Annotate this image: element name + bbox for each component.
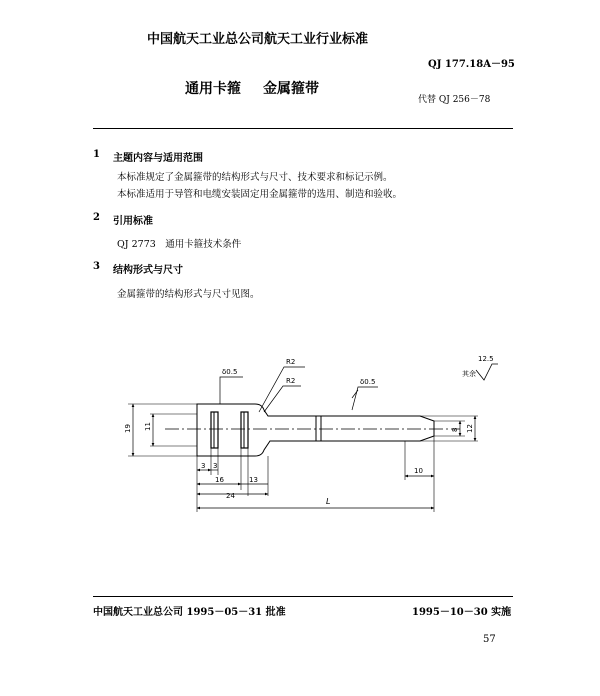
label-dim-3b: 3 xyxy=(213,462,218,470)
section-3-number: 3 xyxy=(93,261,100,272)
approval-date: 中国航天工业总公司 1995－05－31 批准 xyxy=(93,607,286,618)
roughness-symbol xyxy=(476,364,498,380)
leader-thickness-right xyxy=(352,387,378,410)
label-roughness-note: 其余 xyxy=(462,370,476,378)
section-2-title: 引用标准 xyxy=(113,216,153,227)
section-1-paragraph: 本标准适用于导管和电缆安装固定用金属箍带的选用、制造和验收。 xyxy=(117,189,403,200)
label-thickness-right: δ0.5 xyxy=(360,378,376,386)
section-3-paragraph: 金属箍带的结构形式与尺寸见图。 xyxy=(117,289,260,300)
label-dim-11: 11 xyxy=(144,422,152,431)
label-r2-mid: R2 xyxy=(286,377,296,385)
label-roughness-value: 12.5 xyxy=(478,355,494,363)
standard-code: QJ 177.18A－95 xyxy=(428,59,515,70)
label-dim-8: 8 xyxy=(451,427,459,432)
label-thickness-left: δ0.5 xyxy=(222,368,238,376)
section-2-reference: QJ 2773 通用卡箍技术条件 xyxy=(117,239,242,250)
replaces-standard: 代替 QJ 256－78 xyxy=(418,95,491,105)
section-2-number: 2 xyxy=(93,212,100,223)
label-dim-19: 19 xyxy=(124,424,132,433)
label-dim-3a: 3 xyxy=(201,462,206,470)
leader-r2-top xyxy=(259,367,305,412)
title-part-1: 通用卡箍 xyxy=(185,81,241,97)
section-3-title: 结构形式与尺寸 xyxy=(113,265,183,276)
label-dim-10: 10 xyxy=(414,467,423,475)
label-dim-12: 12 xyxy=(466,424,474,433)
label-dim-L: L xyxy=(326,497,331,506)
page-number: 57 xyxy=(483,634,496,645)
footer-rule xyxy=(93,596,513,597)
label-dim-24: 24 xyxy=(226,492,235,500)
leader-thickness-left xyxy=(220,377,243,404)
label-dim-16: 16 xyxy=(215,476,224,484)
implementation-date: 1995－10－30 实施 xyxy=(412,607,512,618)
section-1-paragraph: 本标准规定了金属箍带的结构形式与尺寸、技术要求和标记示例。 xyxy=(117,172,393,183)
issuing-organization: 中国航天工业总公司航天工业行业标准 xyxy=(147,32,369,47)
thickness-arrow-mark xyxy=(352,390,358,398)
section-1-number: 1 xyxy=(93,149,100,160)
section-1-title: 主题内容与适用范围 xyxy=(113,153,203,164)
title-part-2: 金属箍带 xyxy=(263,81,319,97)
label-dim-13: 13 xyxy=(249,476,258,484)
label-r2-top: R2 xyxy=(286,358,296,366)
leader-r2-mid xyxy=(264,386,301,412)
